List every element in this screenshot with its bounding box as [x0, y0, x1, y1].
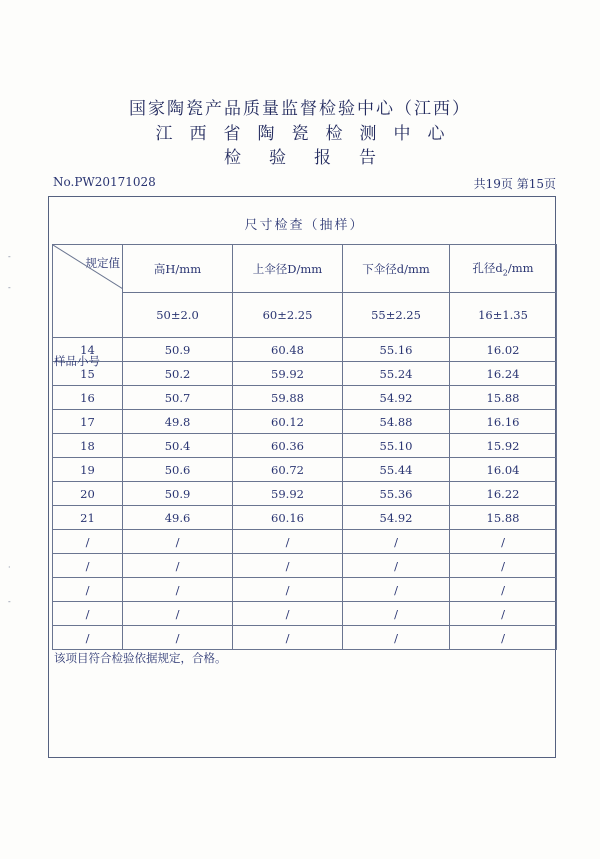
measurement-cell: 55.16 — [343, 338, 450, 362]
table-title: 尺寸检查（抽样） — [53, 202, 557, 245]
table-row — [53, 482, 557, 506]
measurement-cell: 60.36 — [233, 434, 343, 458]
measurement-cell: 49.6 — [123, 506, 233, 530]
table-row — [53, 386, 557, 410]
measurement-cell: 16.02 — [450, 338, 557, 362]
measurement-cell: 60.48 — [233, 338, 343, 362]
table-row — [53, 530, 557, 554]
table-row — [53, 410, 557, 434]
margin-mark: - — [8, 597, 11, 606]
corner-spec-label: 规定值 — [85, 256, 120, 270]
measurement-cell: 50.7 — [123, 386, 233, 410]
corner-sample-label: 样品小号 — [54, 354, 100, 368]
measurement-cell: 54.92 — [343, 506, 450, 530]
measurement-cell: 50.2 — [123, 362, 233, 386]
measurement-cell: / — [343, 626, 450, 650]
measurement-cell: 16.16 — [450, 410, 557, 434]
measurement-cell: 55.24 — [343, 362, 450, 386]
margin-mark: · — [8, 563, 11, 572]
page-info: 共19页 第15页 — [473, 177, 556, 191]
sample-number-cell: / — [53, 554, 123, 578]
table-row — [53, 434, 557, 458]
measurement-cell: / — [343, 602, 450, 626]
measurement-cell: / — [123, 578, 233, 602]
measurement-cell: / — [233, 602, 343, 626]
measurement-cell: 16.24 — [450, 362, 557, 386]
measurement-cell: 59.88 — [233, 386, 343, 410]
sample-number-cell: 19 — [53, 458, 123, 482]
measurement-cell: 60.72 — [233, 458, 343, 482]
sample-number-cell: 17 — [53, 410, 123, 434]
measurement-cell: 16.22 — [450, 482, 557, 506]
measurement-cell: / — [233, 626, 343, 650]
table-row — [53, 626, 557, 650]
measurement-cell: 55.44 — [343, 458, 450, 482]
measurement-cell: / — [233, 530, 343, 554]
sample-number-cell: 21 — [53, 506, 123, 530]
report-number: No.PW20171028 — [53, 175, 156, 189]
conclusion-text: 该项目符合检验依据规定，合格。 — [54, 651, 227, 665]
measurement-cell: 15.88 — [450, 506, 557, 530]
sample-number-cell: 15 — [53, 362, 123, 386]
measurement-cell: / — [343, 554, 450, 578]
measurement-cell: 15.92 — [450, 434, 557, 458]
spec-value: 55±2.25 — [343, 293, 450, 338]
sample-number-cell: 20 — [53, 482, 123, 506]
measurement-cell: 54.92 — [343, 386, 450, 410]
measurement-cell: 55.36 — [343, 482, 450, 506]
table-row — [53, 578, 557, 602]
sample-number-cell: 16 — [53, 386, 123, 410]
column-header: 高H/mm — [123, 245, 233, 293]
dimension-table — [52, 202, 557, 650]
measurement-cell: 50.4 — [123, 434, 233, 458]
measurement-cell: / — [450, 530, 557, 554]
header-line-2: 江西省陶瓷检测中心 — [155, 124, 462, 144]
sample-number-cell: 18 — [53, 434, 123, 458]
measurement-cell: / — [343, 578, 450, 602]
header-line-1: 国家陶瓷产品质量监督检验中心（江西） — [129, 99, 471, 119]
column-header: 孔径$d_2/mm$ — [450, 245, 557, 293]
measurement-cell: / — [233, 578, 343, 602]
column-header: 下伞径d/mm — [343, 245, 450, 293]
header-line-3: 检验报告 — [224, 148, 404, 168]
table-row — [53, 554, 557, 578]
measurement-cell: 50.9 — [123, 482, 233, 506]
sample-number-cell: 14 — [53, 338, 123, 362]
measurement-cell: / — [123, 530, 233, 554]
measurement-cell: 15.88 — [450, 386, 557, 410]
measurement-cell: 16.04 — [450, 458, 557, 482]
measurement-cell: / — [123, 602, 233, 626]
column-header: 上伞径D/mm — [233, 245, 343, 293]
margin-mark: - — [8, 252, 11, 261]
sample-number-cell: / — [53, 530, 123, 554]
margin-mark: - — [8, 283, 11, 292]
measurement-cell: 50.6 — [123, 458, 233, 482]
measurement-cell: / — [450, 554, 557, 578]
measurement-cell: / — [450, 602, 557, 626]
measurement-cell: / — [343, 530, 450, 554]
measurement-cell: / — [123, 554, 233, 578]
table-row — [53, 506, 557, 530]
measurement-cell: / — [450, 578, 557, 602]
sample-number-cell: / — [53, 626, 123, 650]
measurement-cell: 60.16 — [233, 506, 343, 530]
measurement-cell: / — [450, 626, 557, 650]
measurement-cell: 49.8 — [123, 410, 233, 434]
sample-number-cell: / — [53, 602, 123, 626]
measurement-cell: 50.9 — [123, 338, 233, 362]
measurement-cell: / — [233, 554, 343, 578]
measurement-cell: 60.12 — [233, 410, 343, 434]
measurement-cell: / — [123, 626, 233, 650]
measurement-cell: 59.92 — [233, 362, 343, 386]
sample-number-cell: / — [53, 578, 123, 602]
table-row — [53, 362, 557, 386]
measurement-cell: 54.88 — [343, 410, 450, 434]
spec-value: 16±1.35 — [450, 293, 557, 338]
spec-value: 50±2.0 — [123, 293, 233, 338]
measurement-cell: 59.92 — [233, 482, 343, 506]
measurement-cell: 55.10 — [343, 434, 450, 458]
table-row — [53, 338, 557, 362]
table-row — [53, 458, 557, 482]
spec-value: 60±2.25 — [233, 293, 343, 338]
table-row — [53, 602, 557, 626]
